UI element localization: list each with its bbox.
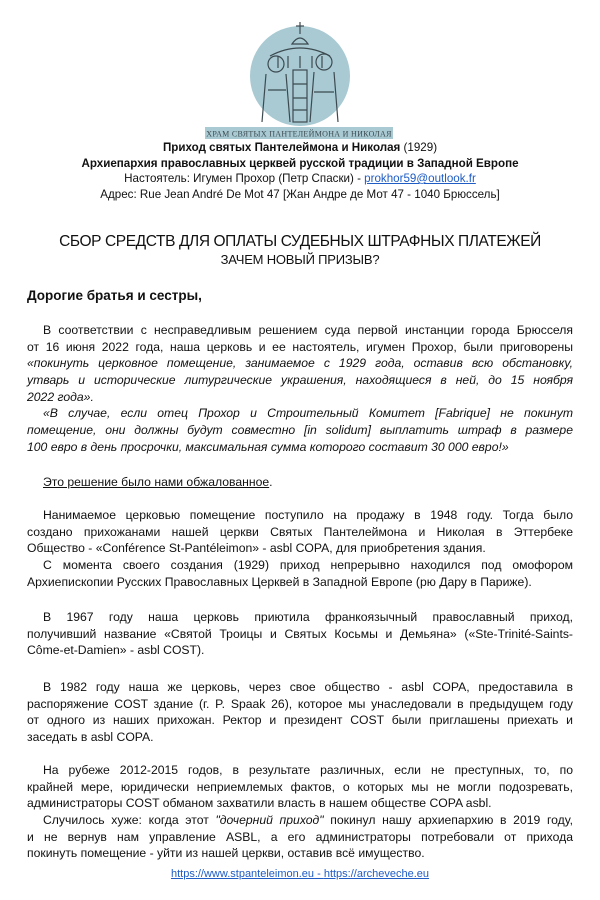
text-line — [27, 540, 573, 557]
section-1948 — [27, 507, 573, 590]
text-segment: администраторы COST обманом захватили власть в нашем обществе COPA asbl. — [27, 796, 492, 811]
paragraph — [27, 812, 573, 862]
text-line — [27, 574, 573, 591]
section-1982 — [27, 679, 573, 746]
text-line — [27, 372, 573, 389]
paragraph — [27, 507, 573, 557]
header-line — [20, 156, 580, 172]
paragraph — [27, 762, 573, 812]
text-line — [27, 795, 573, 812]
text-line — [27, 339, 573, 356]
text-segment: 100 евро в день просрочки, максимальная сумма которого составит 30 000 евро!» — [27, 439, 509, 454]
paragraph — [27, 474, 573, 491]
text-line — [27, 696, 573, 713]
text-line — [27, 609, 573, 626]
text-segment: Приход святых Пантелеймона и Николая — [162, 141, 401, 154]
section-2012-2015 — [27, 762, 573, 862]
text-segment: С момента своего создания (1929) приход непрерывно находился под омофором — [43, 558, 573, 573]
text-line — [27, 557, 573, 574]
text-line — [27, 812, 573, 829]
text-segment: 2022 года». — [27, 389, 94, 404]
header-line — [20, 140, 580, 156]
paragraph — [27, 322, 573, 405]
text-line — [27, 712, 573, 729]
text-segment: На рубеже 2012-2015 годов, в результате различных, если не преступных, то, по — [43, 763, 573, 777]
text-line — [27, 422, 573, 439]
text-segment: В соответствии с несправедливым решением суда первой инстанции города Брюсселя — [43, 323, 573, 337]
text-line — [27, 679, 573, 696]
text-line — [27, 507, 573, 524]
section-appeal — [27, 474, 573, 491]
text-segment: Адрес: Rue Jean André De Mot 47 [Жан Андре де Мот 47 - 1040 Брюссель] — [100, 187, 500, 201]
text-line — [27, 389, 573, 406]
parish-logo — [0, 0, 600, 145]
text-segment: Архиепископии Русских Православных Церквей в Западной Европе (рю Дару в Париже). — [27, 574, 532, 589]
document-title: СБОР СРЕДСТВ ДЛЯ ОПЛАТЫ СУДЕБНЫХ ШТРАФНЫХ ПЛАТЕЖЕЙ — [59, 233, 541, 250]
parish-header — [20, 140, 580, 202]
text-segment: покинул нашу архиепархию в 2019 году, — [323, 813, 573, 828]
text-segment: «В случае, если отец Прохор и Строительный Комитет [Fabrique] не покинут — [43, 406, 573, 421]
text-line — [27, 355, 573, 372]
text-line — [27, 626, 573, 643]
footer-links — [20, 868, 580, 880]
archdiocese-link[interactable]: https://archeveche.eu — [323, 868, 430, 880]
text-segment: Архиепархия православных церквей русской традиции в Западной Европе — [81, 156, 519, 170]
text-segment: Настоятель: Игумен Прохор (Петр Спаски) - — [124, 172, 365, 185]
section-1967 — [27, 609, 573, 659]
document-subtitle: ЗАЧЕМ НОВЫЙ ПРИЗЫВ? — [220, 252, 380, 267]
header-line — [20, 187, 580, 203]
paragraph — [27, 609, 573, 659]
text-segment: крайней мере, юридически неприемлемых фактов, о которых мы не могли подозревать, — [27, 779, 573, 794]
text-segment: от 16 июня 2022 года, наша церковь и ее настоятель, игумен Прохор, были приговорены — [27, 339, 573, 354]
paragraph — [27, 405, 573, 455]
text-line — [27, 524, 573, 541]
text-segment: . — [269, 475, 273, 489]
text-line — [27, 845, 573, 862]
text-segment: и не вернув нам управление ASBL, а его администраторы потребовали от прихода — [27, 829, 573, 844]
text-line — [27, 829, 573, 846]
header-line — [20, 171, 580, 187]
text-segment: помещение, они должны будут совместно [in solidum] выплатить штраф в размере — [27, 423, 573, 438]
text-line — [27, 762, 573, 779]
text-segment: В 1967 году наша церковь приютила франкоязычный православный приход, — [43, 610, 573, 624]
text-line — [27, 779, 573, 796]
paragraph — [27, 557, 573, 590]
section-court-decision — [27, 322, 573, 456]
text-segment: заседать в asbl COPA. — [27, 730, 154, 745]
text-segment: Нанимаемое церковью помещение поступило на продажу в 1948 году. Тогда было — [43, 508, 573, 522]
text-segment: создано прихожанами нашей церкви Святых Пантелеймона и Николая в Эттербеке — [27, 524, 573, 539]
footer-separator: - — [314, 868, 324, 880]
svg-text:ХРАМ СВЯТЫХ ПАНТЕЛЕЙМОНА И НИК: ХРАМ СВЯТЫХ ПАНТЕЛЕЙМОНА И НИКОЛАЯ — [206, 129, 392, 139]
text-segment: В 1982 году наша же церковь, через свое общество - asbl COPA, предоставила в — [43, 680, 573, 694]
text-segment: (1929) — [400, 141, 438, 154]
email-link[interactable]: prokhor59@outlook.fr — [364, 172, 476, 185]
text-segment: утварь и исторические литургические украшения, находящиеся в ней, до 15 ноября — [27, 373, 573, 388]
text-segment: «покинуть церковное помещение, занимаемое с 1929 года, оставив всю обстановку, — [27, 356, 573, 371]
text-segment: получивший название «Святой Троицы и Святых Косьмы и Демьяна» («Ste-Trinité-Saints- — [27, 626, 573, 641]
text-segment: Côme-et-Damien» - asbl COST). — [27, 643, 205, 658]
paragraph — [27, 679, 573, 746]
text-segment: от одного из наших прихожан. Ректор и президент COST были приглашены приехать и — [27, 713, 573, 728]
text-segment: распоряжение COST здание (г. P. Spaak 26), которое мы унаследовали в предыдущем году — [27, 696, 573, 711]
text-segment: Общество - «Conférence St-Pantéleimon» - asbl COPA, для приобретения здания. — [27, 541, 486, 556]
text-segment: Случилось хуже: когда этот — [43, 813, 216, 828]
text-line — [27, 474, 573, 491]
text-segment: Это решение было нами обжалованное — [43, 475, 270, 489]
text-line — [27, 729, 573, 746]
text-line — [27, 439, 573, 456]
text-segment: покинуть помещение - уйти из нашей церкви, оставив всё имущество. — [27, 846, 425, 861]
text-segment: "дочерний приход" — [215, 813, 324, 828]
website-link[interactable]: https://www.stpanteleimon.eu — [170, 868, 315, 880]
text-line — [27, 405, 573, 422]
text-line — [27, 642, 573, 659]
greeting: Дорогие братья и сестры, — [27, 288, 202, 303]
text-line — [27, 322, 573, 339]
